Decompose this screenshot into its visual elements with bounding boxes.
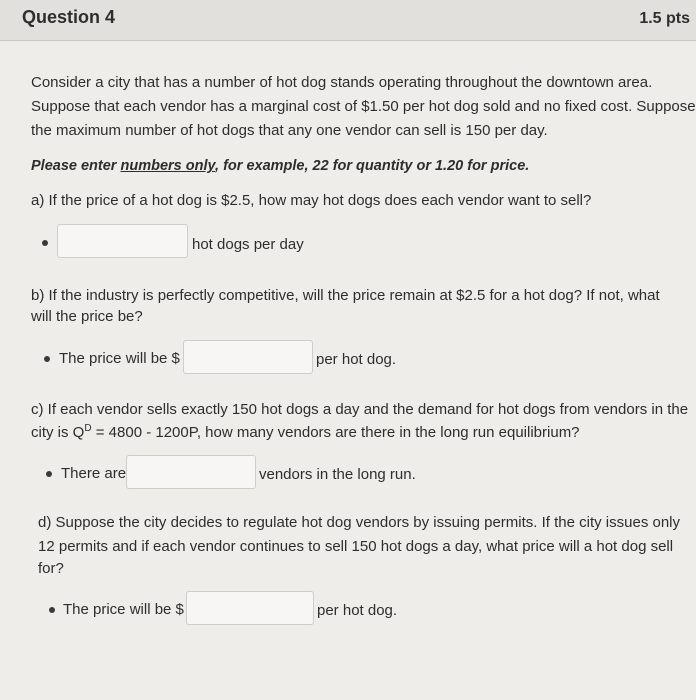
question-title: Question 4 xyxy=(22,7,116,27)
part-c-question-2 xyxy=(31,421,580,445)
part-b-answer-input[interactable] xyxy=(183,340,313,374)
bullet-icon xyxy=(46,471,52,477)
bullet-icon xyxy=(44,356,50,362)
part-d-unit: per hot dog. xyxy=(317,602,398,619)
part-c-unit: vendors in the long run. xyxy=(259,466,416,483)
question-header xyxy=(0,0,696,41)
instruction-underlined: numbers only xyxy=(120,158,216,174)
part-b-prefix: The price will be $ xyxy=(59,350,180,367)
part-d-prefix: The price will be $ xyxy=(63,601,184,618)
instruction xyxy=(31,154,529,178)
instruction-suffix: , for example, 22 for quantity or 1.20 for price. xyxy=(215,158,530,174)
part-c-q-pre: city is Q xyxy=(31,424,85,441)
bullet-icon xyxy=(42,240,48,246)
bullet-icon xyxy=(49,607,55,613)
question-points: 1.5 pts xyxy=(639,10,690,27)
part-c-prefix: There are xyxy=(61,465,127,482)
part-b-question-1: b) If the industry is perfectly competitive, will the price remain at $2.5 for a hot dog? If not, what xyxy=(31,287,660,304)
part-b-unit: per hot dog. xyxy=(316,351,397,368)
part-a-answer-input[interactable] xyxy=(57,224,188,258)
intro-line-3: the maximum number of hot dogs that any one vendor can sell is 150 per day. xyxy=(31,122,548,139)
part-c-question-1: c) If each vendor sells exactly 150 hot dogs a day and the demand for hot dogs from vendors in the xyxy=(31,401,689,418)
part-d-question-2: 12 permits and if each vendor continues to sell 150 hot dogs a day, what price will a hot dog sell xyxy=(38,538,674,555)
intro-line-2: Suppose that each vendor has a marginal cost of $1.50 per hot dog sold and no fixed cost. Suppose xyxy=(31,98,696,115)
part-c-q-sup: D xyxy=(84,423,92,434)
part-a-question: a) If the price of a hot dog is $2.5, how may hot dogs does each vendor want to sell? xyxy=(31,192,592,209)
part-d-question-3: for? xyxy=(38,560,64,577)
part-d-question-1: d) Suppose the city decides to regulate hot dog vendors by issuing permits. If the city issues only xyxy=(38,514,681,531)
part-b-question-2: will the price be? xyxy=(31,308,143,325)
part-a-unit: hot dogs per day xyxy=(192,236,304,253)
part-d-answer-input[interactable] xyxy=(186,591,314,625)
instruction-prefix: Please enter xyxy=(31,158,121,174)
part-c-answer-input[interactable] xyxy=(126,455,256,489)
intro-line-1: Consider a city that has a number of hot dog stands operating throughout the downtown area. xyxy=(31,74,653,91)
part-c-q-post: = 4800 - 1200P, how many vendors are there in the long run equilibrium? xyxy=(91,424,580,441)
